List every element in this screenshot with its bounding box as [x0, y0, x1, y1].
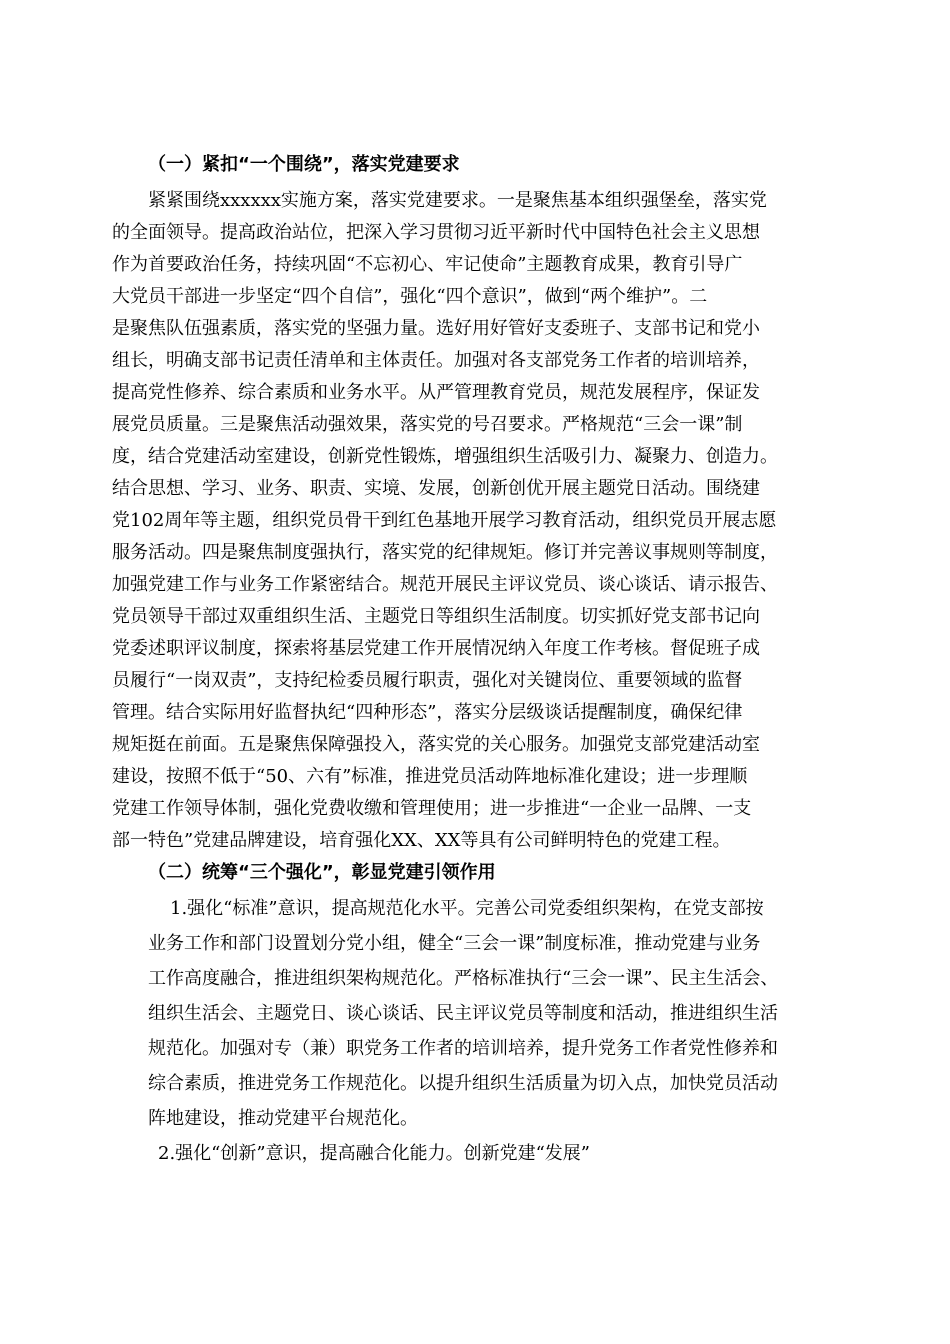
section1-line: 党委述职评议制度，探索将基层党建工作开展情况纳入年度工作考核。督促班子成	[112, 638, 760, 659]
section1-line: 员履行“一岗双责”，支持纪检委员履行职责，强化对关键岗位、重要领域的监督	[112, 670, 743, 691]
section1-line: 展党员质量。三是聚焦活动强效果，落实党的号召要求。严格规范“三会一课”制	[112, 414, 743, 435]
section1-line: 党员领导干部过双重组织生活、主题党日等组织生活制度。切实抓好党支部书记向	[112, 606, 760, 627]
section2-item1-line: 阵地建设，推动党建平台规范化。	[148, 1108, 418, 1129]
section2-item1-line: 组织生活会、主题党日、谈心谈话、民主评议党员等制度和活动，推进组织生活	[148, 1003, 778, 1024]
section1-line: 提高党性修养、综合素质和业务水平。从严管理教育党员，规范发展程序，保证发	[112, 382, 760, 403]
section2-item1-line: 工作高度融合，推进组织架构规范化。严格标准执行“三会一课”、民主生活会、	[148, 968, 779, 989]
section1-heading: （一）紧扣“一个围绕”，落实党建要求	[148, 154, 460, 175]
section1-line: 紧紧围绕xxxxxx实施方案，落实党建要求。一是聚焦基本组织强堡垒，落实党	[148, 190, 767, 211]
section1-line: 加强党建工作与业务工作紧密结合。规范开展民主评议党员、谈心谈话、请示报告、	[112, 574, 778, 595]
section1-line: 部一特色”党建品牌建设，培育强化XX、XX等具有公司鲜明特色的党建工程。	[112, 830, 731, 851]
section1-line: 结合思想、学习、业务、职责、实境、发展，创新创优开展主题党日活动。围绕建	[112, 478, 760, 499]
section2-item1-line: 规范化。加强对专（兼）职党务工作者的培训培养，提升党务工作者党性修养和	[148, 1038, 778, 1059]
section2-item1-line: 1.强化“标准”意识，提高规范化水平。完善公司党委组织架构，在党支部按	[170, 898, 764, 919]
section1-line: 作为首要政治任务，持续巩固“不忘初心、牢记使命”主题教育成果，教育引导广	[112, 254, 743, 275]
section1-line: 组长，明确支部书记责任清单和主体责任。加强对各支部党务工作者的培训培养，	[112, 350, 760, 371]
section1-line: 的全面领导。提高政治站位，把深入学习贯彻习近平新时代中国特色社会主义思想	[112, 222, 760, 243]
section1-line: 建设，按照不低于“50、六有”标准，推进党员活动阵地标准化建设；进一步理顺	[112, 766, 748, 787]
section1-line: 服务活动。四是聚焦制度强执行，落实党的纪律规矩。修订并完善议事规则等制度，	[112, 542, 778, 563]
section2-item1-line: 业务工作和部门设置划分党小组，健全“三会一课”制度标准，推动党建与业务	[148, 933, 761, 954]
section1-line: 党建工作领导体制，强化党费收缴和管理使用；进一步推进“一企业一品牌、一支	[112, 798, 752, 819]
section2-heading: （二）统筹“三个强化”，彰显党建引领作用	[148, 862, 496, 883]
section1-line: 度，结合党建活动室建设，创新党性锻炼，增强组织生活吸引力、凝聚力、创造力。	[112, 446, 778, 467]
section2-item2-line: 2.强化“创新”意识，提高融合化能力。创新党建“发展”	[158, 1143, 590, 1164]
section1-line: 党102周年等主题，组织党员骨干到红色基地开展学习教育活动，组织党员开展志愿	[112, 510, 777, 531]
section1-line: 规矩挺在前面。五是聚焦保障强投入，落实党的关心服务。加强党支部党建活动室	[112, 734, 760, 755]
section1-line: 是聚焦队伍强素质，落实党的坚强力量。选好用好管好支委班子、支部书记和党小	[112, 318, 760, 339]
section2-item1-line: 综合素质，推进党务工作规范化。以提升组织生活质量为切入点，加快党员活动	[148, 1073, 778, 1094]
section1-line: 管理。结合实际用好监督执纪“四种形态”，落实分层级谈话提醒制度，确保纪律	[112, 702, 743, 723]
section1-line: 大党员干部进一步坚定“四个自信”，强化“四个意识”，做到“两个维护”。二	[112, 286, 708, 307]
